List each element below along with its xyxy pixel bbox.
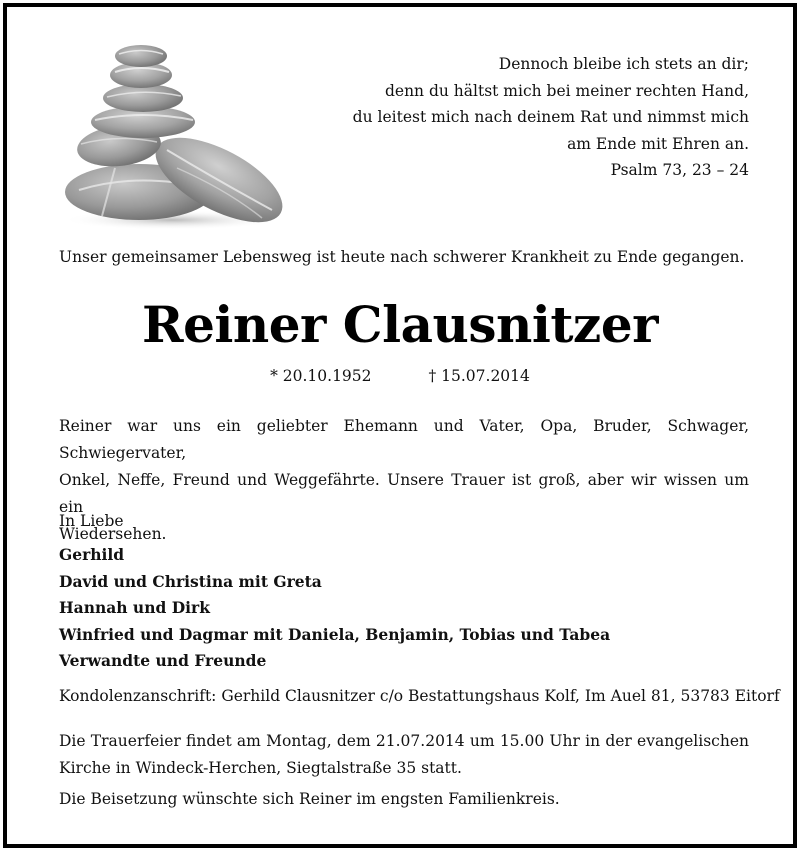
intro-text: Unser gemeinsamer Lebensweg ist heute nach schwerer Krankheit zu Ende gegangen. [59, 248, 745, 266]
life-dates [7, 367, 793, 385]
tribute-line: Wiedersehen. [59, 525, 167, 543]
closing-text: In Liebe [59, 512, 124, 530]
mourners-list [59, 542, 610, 675]
funeral-paragraph [59, 728, 749, 782]
burial-text: Die Beisetzung wünschte sich Reiner im engsten Familienkreis. [59, 790, 560, 808]
verse-line: am Ende mit Ehren an. [567, 134, 749, 153]
tribute-line: Reiner war uns ein geliebter Ehemann und Vater, Opa, Bruder, Schwager, Schwiegervater, [59, 417, 749, 462]
tribute-paragraph [59, 413, 749, 548]
birth-date: * 20.10.1952 [270, 367, 372, 385]
deceased-name: Reiner Clausnitzer [142, 295, 658, 354]
verse-line: Dennoch bleibe ich stets an dir; [498, 55, 749, 73]
mourner-entry: Verwandte und Freunde [59, 651, 267, 670]
verse-line: du leitest mich nach deinem Rat und nimmst mich [352, 108, 749, 126]
condolence-address: Kondolenzanschrift: Gerhild Clausnitzer c/o Bestattungshaus Kolf, Im Auel 81, 53783 Eitorf [59, 687, 780, 705]
funeral-line: Kirche in Windeck-Herchen, Siegtalstraße 35 statt. [59, 759, 462, 777]
stacked-stones-image [57, 40, 292, 230]
funeral-line: Die Trauerfeier findet am Montag, dem 21.07.2014 um 15.00 Uhr in der evangelischen [59, 732, 749, 750]
mourner-entry: Gerhild [59, 545, 125, 564]
death-date: † 15.07.2014 [428, 367, 530, 385]
mourner-entry: Hannah und Dirk [59, 598, 210, 617]
verse-line: denn du hältst mich bei meiner rechten Hand, [384, 81, 749, 100]
mourner-entry: David und Christina mit Greta [59, 571, 322, 591]
verse-reference: Psalm 73, 23 – 24 [610, 161, 749, 179]
psalm-verse [289, 51, 749, 184]
tribute-line: Onkel, Neffe, Freund und Weggefährte. Unsere Trauer ist groß, aber wir wissen um ein [59, 471, 749, 516]
mourner-entry: Winfried und Dagmar mit Daniela, Benjamin, Tobias und Tabea [59, 624, 611, 644]
obituary-frame [3, 3, 797, 848]
